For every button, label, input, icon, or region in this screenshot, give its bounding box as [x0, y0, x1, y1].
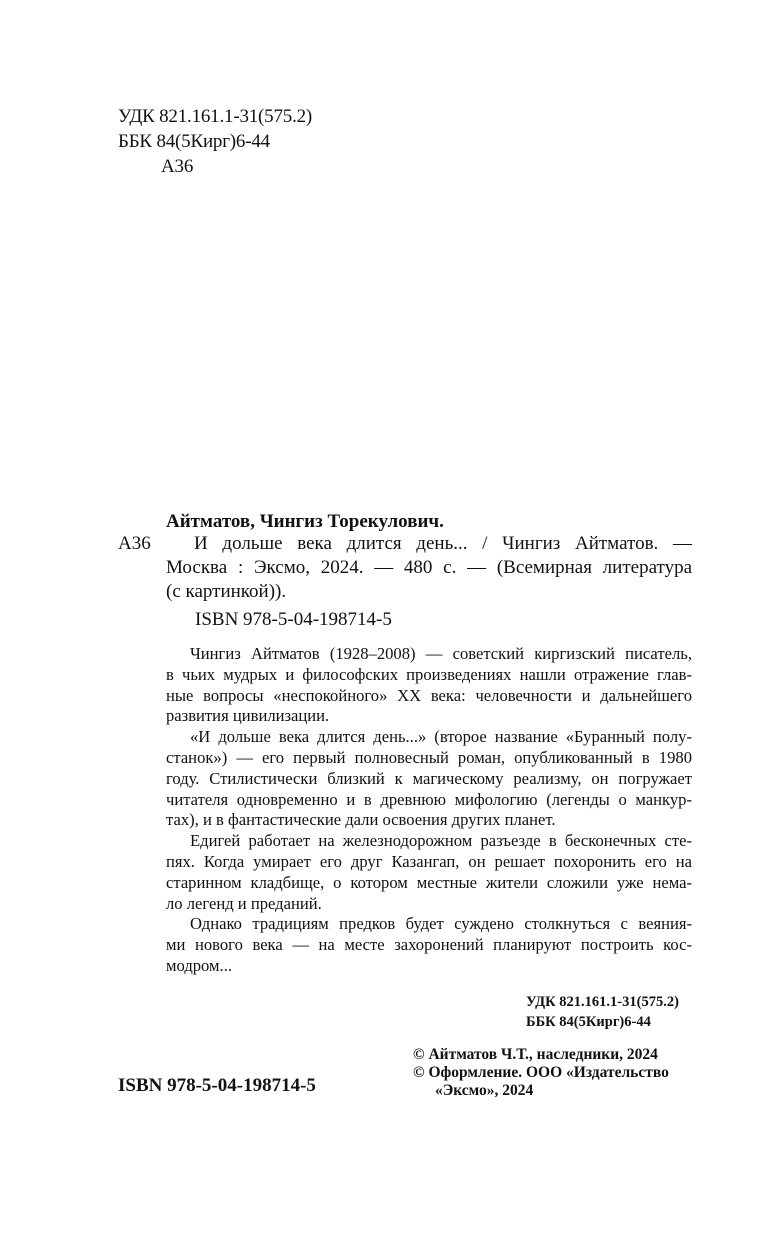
annotation-paragraph	[166, 914, 692, 976]
annotation-line: Едигей работает на железнодорожном разъезде в бесконечных сте-	[190, 831, 692, 851]
footer-isbn: ISBN 978-5-04-198714-5	[118, 1075, 316, 1096]
annotation-paragraph	[166, 831, 692, 914]
annotation-line: ло легенд и преданий.	[166, 893, 322, 913]
copyright-line: © Айтматов Ч.Т., наследники, 2024	[413, 1046, 658, 1063]
author-mark: А36	[161, 156, 194, 177]
description-line: Москва : Эксмо, 2024. — 480 с. — (Всемирная литература	[166, 557, 692, 578]
annotation-line: пях. Когда умирает его друг Казангап, он решает похоронить его на	[166, 851, 692, 871]
catalog-author-mark: А36	[118, 533, 151, 554]
annotation-line: старинном кладбище, о котором местные жители сложили уже нема-	[166, 872, 692, 892]
annotation-paragraph	[166, 644, 692, 727]
catalog-description	[166, 532, 692, 604]
annotation-line: «И дольше века длится день...» (второе название «Буранный полу-	[190, 727, 692, 747]
copyright-line: © Оформление. ООО «Издательство	[413, 1064, 669, 1081]
description-line: И дольше века длится день... / Чингиз Айтматов. —	[194, 533, 692, 554]
footer-udk-code: УДК 821.161.1-31(575.2)	[526, 994, 679, 1010]
annotation-line: ми нового века — на месте захоронений планируют построить кос-	[166, 935, 692, 955]
copyright-line: «Эксмо», 2024	[435, 1082, 534, 1099]
annotation-line: Чингиз Айтматов (1928–2008) — советский киргизский писатель,	[190, 644, 692, 663]
annotation-line: Однако традициям предков будет суждено столкнуться с веяния-	[190, 914, 692, 934]
annotation-line: году. Стилистически близкий к магическому реализму, он погружает	[166, 768, 692, 788]
description-line: (с картинкой)).	[166, 581, 287, 602]
catalog-isbn: ISBN 978-5-04-198714-5	[195, 609, 392, 630]
annotation-line: тах), и в фантастические дали освоения других планет.	[166, 810, 556, 830]
footer-bbk-code: ББК 84(5Кирг)6-44	[526, 1014, 651, 1030]
annotation-line: ные вопросы «неспокойного» XX века: человечности и дальнейшего	[166, 685, 692, 705]
annotation-line: в чьих мудрых и философских произведениях нашли отражение глав-	[166, 664, 692, 684]
footer-classification-codes	[526, 992, 679, 1032]
annotation-line: развития цивилизации.	[166, 706, 330, 726]
annotation-line: модром...	[166, 955, 232, 975]
annotation-paragraph	[166, 727, 692, 831]
bbk-code: ББК 84(5Кирг)6-44	[118, 131, 270, 152]
header-classification-codes	[118, 104, 312, 179]
udk-code: УДК 821.161.1-31(575.2)	[118, 106, 313, 127]
annotation	[166, 644, 692, 977]
copyright-block	[413, 1046, 669, 1100]
annotation-line: станок») — его первый полновесный роман, опубликованный в 1980	[166, 747, 692, 767]
catalog-author: Айтматов, Чингиз Торекулович.	[166, 511, 444, 532]
annotation-line: читателя одновременно и в древнюю мифологию (легенды о манкур-	[166, 789, 692, 809]
